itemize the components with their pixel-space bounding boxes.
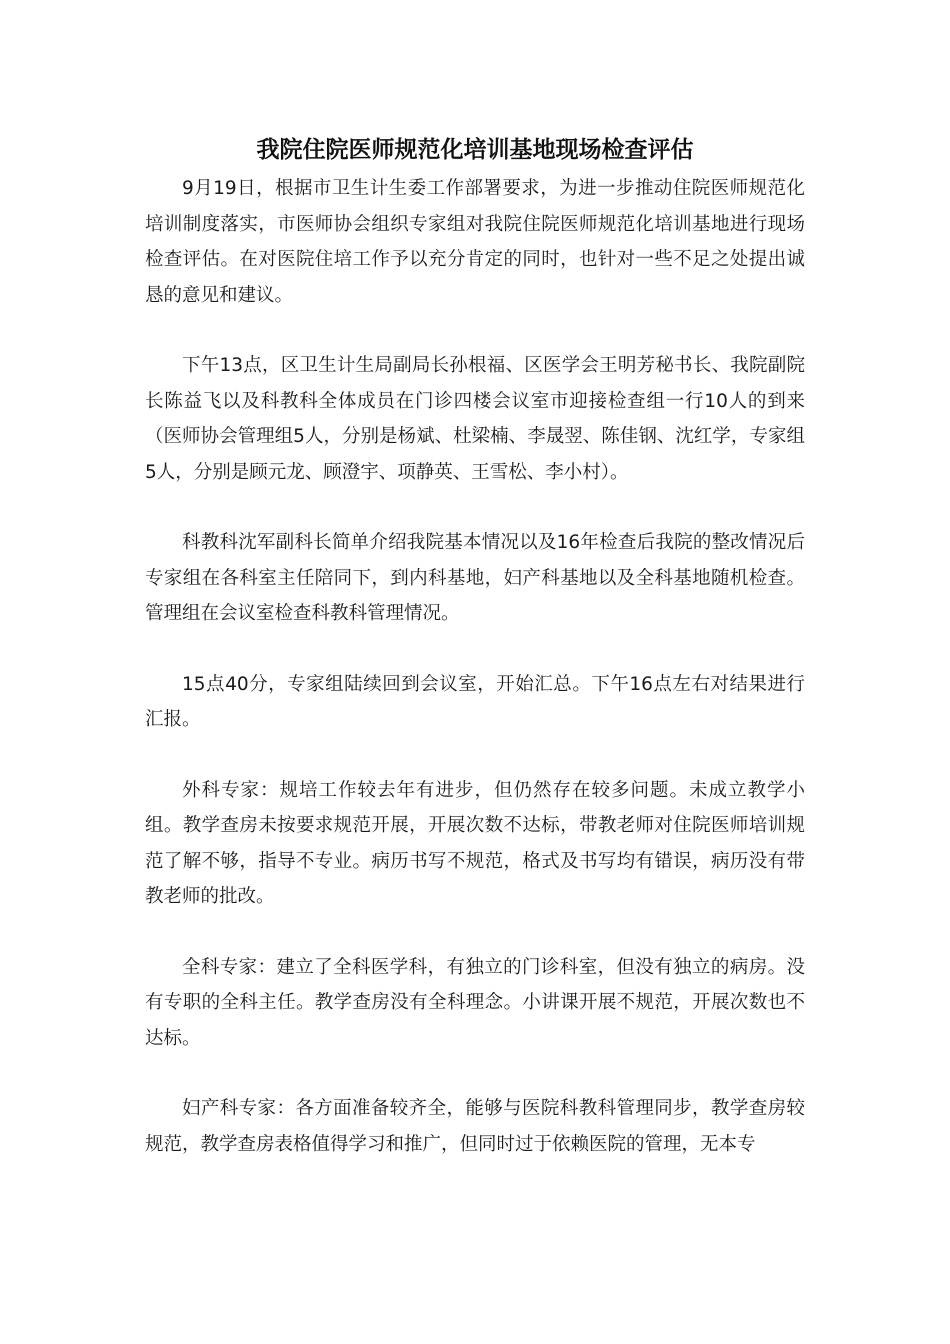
paragraph-spacer [145, 1056, 805, 1091]
paragraph-spacer [145, 490, 805, 525]
paragraph-surgery-expert: 外科专家：规培工作较去年有进步，但仍然存在较多问题。未成立教学小组。教学查房未按要求规范开展，开展次数不达标，带教老师对住院医师培训规范了解不够，指导不专业。病历书写不规范，格式及书写均有错误，病历没有带教老师的批改。 [145, 779, 805, 907]
paragraph-obstetrics-expert: 妇产科专家：各方面准备较齐全，能够与医院科教科管理同步，教学查房较规范，教学查房表格值得学习和推广，但同时过于依赖医院的管理，无本专 [145, 1098, 805, 1155]
paragraph-general-expert: 全科专家：建立了全科医学科，有独立的门诊科室，但没有独立的病房。没有专职的全科主任。教学查房没有全科理念。小讲课开展不规范，开展次数也不达标。 [145, 956, 805, 1049]
paragraph-spacer [145, 738, 805, 773]
paragraph-spacer [145, 915, 805, 950]
paragraph-inspection: 科教科沈军副科长简单介绍我院基本情况以及16年检查后我院的整改情况后专家组在各科室主任陪同下，到内科基地，妇产科基地以及全科基地随机检查。管理组在会议室检查科教科管理情况。 [145, 532, 805, 624]
paragraph-spacer [145, 313, 805, 348]
paragraph-intro: 9月19日，根据市卫生计生委工作部署要求，为进一步推动住院医师规范化培训制度落实，市医师协会组织专家组对我院住院医师规范化培训基地进行现场检查评估。在对医院住培工作予以充分肯定的同时，也针对一些不足之处提出诚恳的意见和建议。 [145, 178, 805, 306]
document-title: 我院住院医师规范化培训基地现场检查评估 [256, 137, 694, 163]
paragraph-reception: 下午13点，区卫生计生局副局长孙根福、区医学会王明芳秘书长、我院副院长陈益飞以及科教科全体成员在门诊四楼会议室市迎接检查组一行10人的到来（医师协会管理组5人，分别是杨斌、杜梁楠、李晟翌、陈佳钢、沈红学，专家组5人，分别是顾元龙、顾澄宇、项静英、王雪松、李小村）。 [145, 355, 805, 483]
paragraph-summary-time: 15点40分，专家组陆续回到会议室，开始汇总。下午16点左右对结果进行汇报。 [145, 673, 805, 730]
paragraph-spacer [145, 632, 805, 667]
document-body [145, 171, 805, 1162]
